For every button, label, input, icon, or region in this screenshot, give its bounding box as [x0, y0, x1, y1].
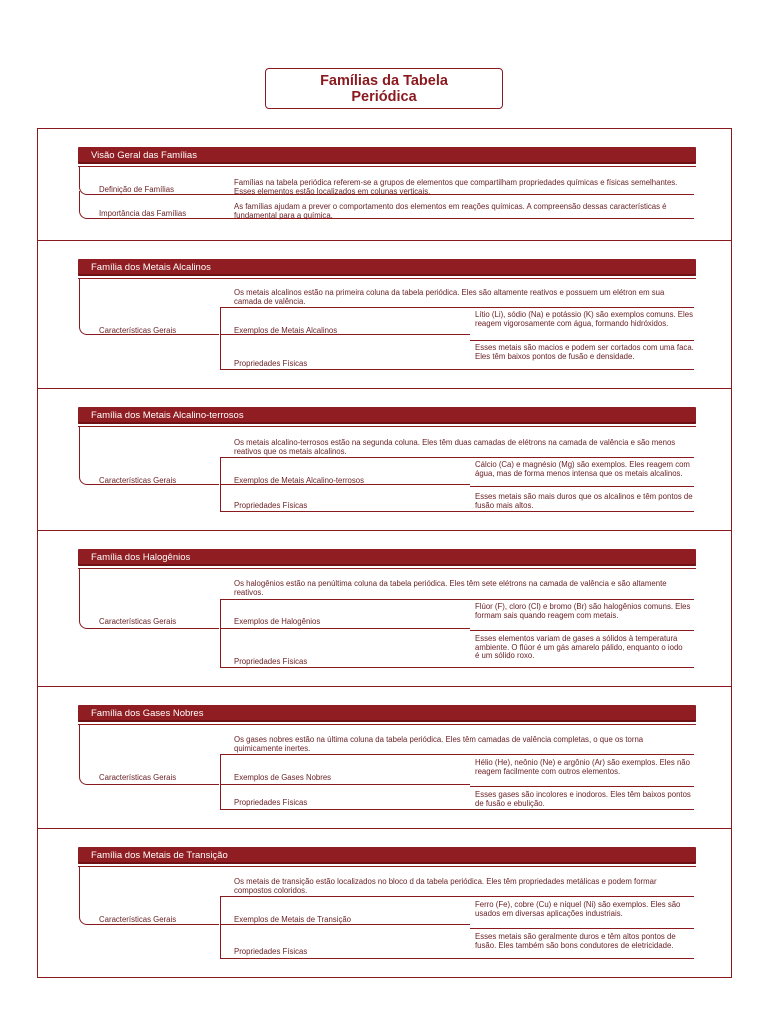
- sub-label: Exemplos de Metais Alcalinos: [234, 326, 338, 335]
- connector: [470, 486, 694, 487]
- sub-label: Propriedades Físicas: [234, 657, 308, 666]
- sub-label: Propriedades Físicas: [234, 798, 308, 807]
- sub-text: Esses metais são macios e podem ser cortados com uma faca. Eles têm baixos pontos de fusão e densidade.: [475, 343, 694, 361]
- connector: [470, 786, 694, 787]
- page-title-line1: Famílias da Tabela: [320, 72, 448, 89]
- sub-text: Esses gases são incolores e inodoros. Eles têm baixos pontos de fusão e ebulição.: [475, 790, 691, 808]
- section-transition-metals: [37, 828, 732, 978]
- intro-text: Os metais alcalino-terrosos estão na segunda coluna. Eles têm duas camadas de elétrons na camada de valência e são menos reativos que os metais alcalinos.: [234, 438, 676, 456]
- branch-label: Características Gerais: [99, 476, 177, 485]
- section-heading: Família dos Metais Alcalino-terrosos: [78, 407, 696, 424]
- sub-text: Esses metais são mais duros que os alcalinos e têm pontos de fusão mais altos.: [475, 492, 693, 510]
- section-alkaline-earth-metals: [37, 388, 732, 530]
- section-noble-gases: [37, 686, 732, 828]
- section-heading: Família dos Metais de Transição: [78, 847, 696, 864]
- connector: [220, 599, 694, 600]
- connector: [220, 511, 694, 512]
- intro-text: Os gases nobres estão na última coluna da tabela periódica. Eles têm camadas de valência completas, o que os torna quimicamente inertes.: [234, 735, 644, 753]
- section-heading: Família dos Gases Nobres: [78, 705, 696, 722]
- branch-label: Características Gerais: [99, 617, 177, 626]
- connector: [220, 924, 470, 925]
- page-title: [265, 68, 503, 109]
- node-text: Famílias na tabela periódica referem-se a grupos de elementos que compartilham propriedades químicas e físicas semelhantes. Esses elementos estão localizados em colunas verticais.: [234, 178, 678, 196]
- node-label: Definição de Famílias: [99, 185, 174, 194]
- connector: [220, 896, 221, 958]
- sub-label: Propriedades Físicas: [234, 359, 308, 368]
- connector: [470, 928, 694, 929]
- intro-text: Os metais alcalinos estão na primeira coluna da tabela periódica. Eles são altamente reativos e possuem um elétron em sua camada de valência.: [234, 288, 665, 306]
- sub-text: Hélio (He), neônio (Ne) e argônio (Ar) são exemplos. Eles não reagem facilmente com outros elementos.: [475, 758, 690, 776]
- section-heading: Família dos Halogênios: [78, 549, 696, 566]
- node-text: As famílias ajudam a prever o comportamento dos elementos em reações químicas. A compreensão dessas características é fundamental para a química.: [234, 202, 667, 220]
- sub-text: Flúor (F), cloro (Cl) e bromo (Br) são halogênios comuns. Eles formam sais quando reagem com metais.: [475, 602, 691, 620]
- sub-text: Cálcio (Ca) e magnésio (Mg) são exemplos. Eles reagem com água, mas de forma menos intensa que os metais alcalinos.: [475, 460, 690, 478]
- sub-label: Propriedades Físicas: [234, 501, 308, 510]
- connector: [220, 809, 694, 810]
- sub-text: Lítio (Li), sódio (Na) e potássio (K) são exemplos comuns. Eles reagem vigorosamente com água, formando hidróxidos.: [475, 310, 693, 328]
- sub-text: Esses elementos variam de gases a sólidos à temperatura ambiente. O flúor é um gás amarelo pálido, enquanto o iodo é um sólido roxo.: [475, 634, 683, 661]
- intro-text: Os halogênios estão na penúltima coluna da tabela periódica. Eles têm sete elétrons na camada de valência e são altamente reativos.: [234, 579, 667, 597]
- connector: [470, 340, 694, 341]
- sub-label: Propriedades Físicas: [234, 947, 308, 956]
- branch-label: Características Gerais: [99, 326, 177, 335]
- connector: [220, 628, 470, 629]
- connector: [220, 599, 221, 667]
- node-label: Importância das Famílias: [99, 209, 187, 218]
- sub-text: Esses metais são geralmente duros e têm altos pontos de fusão. Eles também são bons condutores de eletricidade.: [475, 932, 676, 950]
- connector: [220, 667, 694, 668]
- connector: [220, 369, 694, 370]
- connector: [220, 958, 694, 959]
- section-heading: Visão Geral das Famílias: [78, 147, 696, 164]
- sub-label: Exemplos de Gases Nobres: [234, 773, 332, 782]
- sub-text: Ferro (Fe), cobre (Cu) e níquel (Ni) são exemplos. Eles são usados em diversas aplicações industriais.: [475, 900, 681, 918]
- section-heading: Família dos Metais Alcalinos: [78, 259, 696, 276]
- sub-label: Exemplos de Metais de Transição: [234, 915, 352, 924]
- connector: [220, 754, 694, 755]
- connector: [220, 457, 694, 458]
- connector: [220, 307, 694, 308]
- branch-label: Características Gerais: [99, 773, 177, 782]
- connector: [220, 784, 470, 785]
- sub-label: Exemplos de Metais Alcalino-terrosos: [234, 476, 365, 485]
- connector: [470, 630, 694, 631]
- page-title-line2: Periódica: [351, 88, 417, 105]
- section-halogens: [37, 530, 732, 686]
- connector: [220, 307, 221, 369]
- sub-label: Exemplos de Halogênios: [234, 617, 321, 626]
- connector: [220, 754, 221, 809]
- connector: [220, 896, 694, 897]
- branch-label: Características Gerais: [99, 915, 177, 924]
- intro-text: Os metais de transição estão localizados no bloco d da tabela periódica. Eles têm propriedades metálicas e podem formar compostos coloridos.: [234, 877, 657, 895]
- section-alkali-metals: [37, 240, 732, 388]
- section-overview: [37, 128, 732, 240]
